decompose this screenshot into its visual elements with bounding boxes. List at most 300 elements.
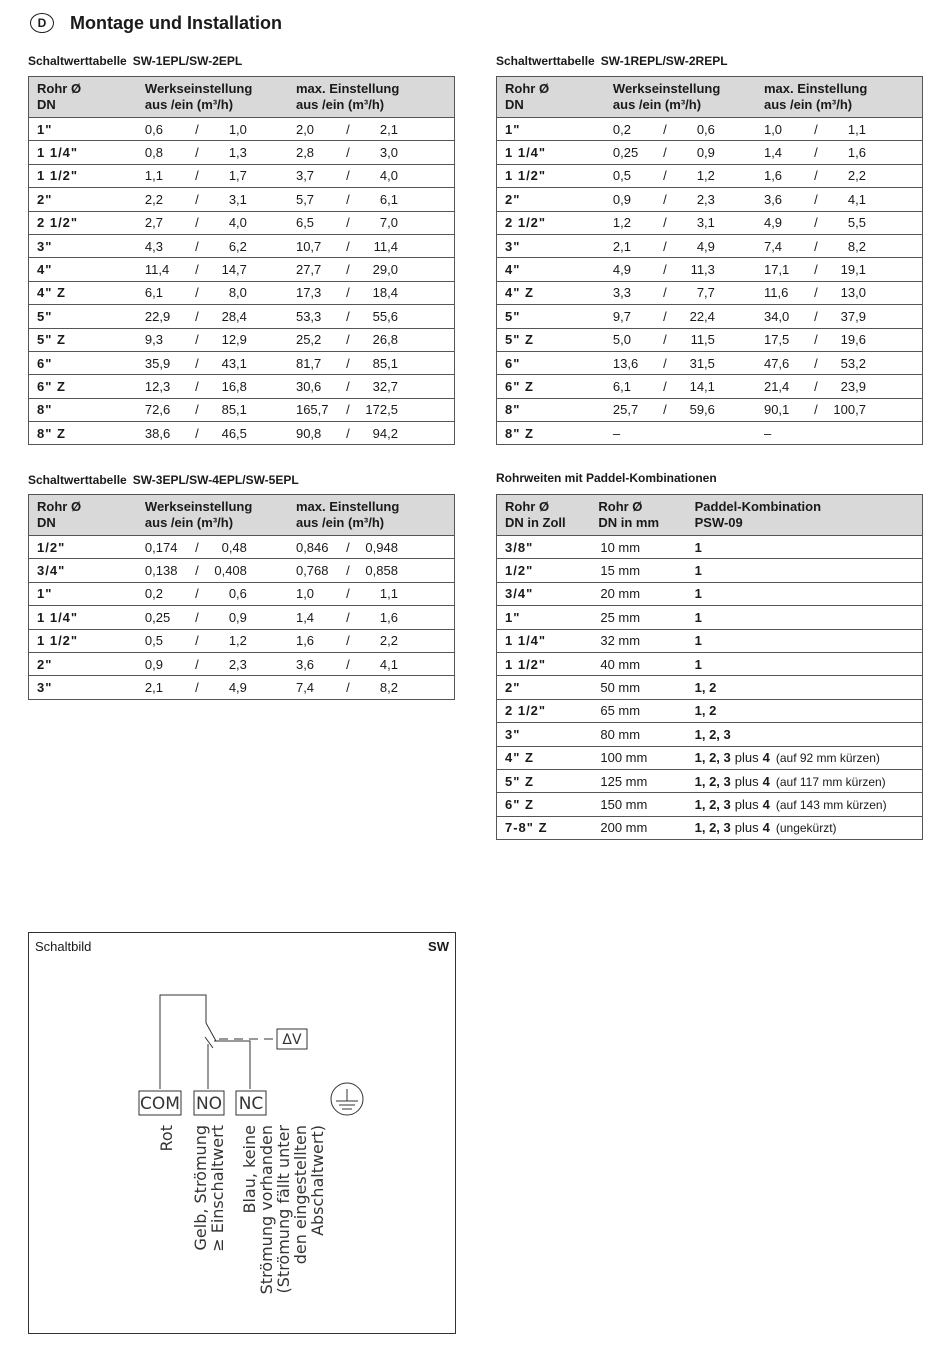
separator: / — [663, 191, 667, 207]
table-row — [497, 164, 923, 187]
value-pair — [296, 215, 446, 230]
value-pair-cell — [288, 676, 455, 699]
dn-mm-cell: 32 mm — [590, 629, 686, 652]
page-header — [30, 10, 282, 36]
value-on: 85,1 — [221, 402, 247, 418]
value-off: 34,0 — [763, 308, 790, 324]
header-line: aus /ein (m³/h) — [144, 97, 234, 112]
table-row — [497, 582, 923, 605]
dn-cell: 3" — [497, 234, 605, 257]
value-pair-cell — [137, 118, 288, 141]
value-pair — [764, 309, 914, 324]
header-line: DN in mm — [598, 515, 660, 530]
value-pair-cell — [137, 422, 288, 445]
value-off: 25,7 — [612, 402, 639, 418]
value-on: 11,5 — [690, 332, 715, 348]
dn-cell: 2" — [29, 652, 137, 675]
value-on: 1,7 — [228, 168, 247, 184]
paddle-extra: 4 — [762, 796, 770, 812]
value-off: 1,2 — [612, 215, 631, 231]
value-on: 1,1 — [847, 121, 866, 137]
paddle-base: 1, 2 — [694, 703, 717, 719]
value-off: 2,0 — [295, 121, 315, 137]
table-row — [29, 652, 455, 675]
value-pair-cell — [605, 211, 756, 234]
value-off: 35,9 — [144, 355, 171, 371]
value-on: 172,5 — [365, 402, 398, 418]
value-pair-cell — [288, 188, 455, 211]
header-line: Paddel-Kombination — [694, 499, 822, 514]
column-header — [756, 77, 923, 118]
value-pair — [296, 680, 446, 695]
value-pair — [613, 426, 748, 441]
paddle-extra: 4 — [762, 773, 770, 789]
paddle-cell — [687, 793, 923, 816]
separator: / — [814, 121, 818, 137]
value-pair — [296, 610, 446, 625]
column-header — [137, 495, 288, 536]
paddle-cell — [687, 606, 923, 629]
table-row — [497, 723, 923, 746]
paddle-extra: 4 — [762, 750, 770, 766]
value-off: 2,7 — [144, 215, 163, 231]
value-pair-cell — [605, 258, 756, 281]
header-line: PSW-09 — [694, 515, 743, 530]
value-on: 29,0 — [372, 262, 398, 278]
value-off: 30,6 — [295, 378, 322, 394]
table-row — [29, 211, 455, 234]
separator: / — [814, 168, 818, 184]
paddle-base: 1 — [694, 633, 702, 649]
dn-cell: 6" — [497, 351, 605, 374]
value-pair-cell — [756, 281, 923, 304]
header-line: DN — [37, 97, 56, 112]
value-pair-cell — [288, 164, 455, 187]
value-pair — [296, 145, 446, 160]
table-row — [29, 606, 455, 629]
value-pair — [296, 332, 446, 347]
value-pair — [296, 426, 446, 441]
table-sw-repl — [496, 76, 923, 445]
separator: / — [663, 168, 667, 184]
table2-subtitle: SW-1REPL/SW-2REPL — [600, 54, 728, 68]
value-pair-cell — [605, 118, 756, 141]
value-off: 0,2 — [612, 121, 631, 137]
value-on: 1,6 — [847, 145, 866, 161]
separator: / — [195, 238, 199, 254]
paddle-cell — [687, 582, 923, 605]
dn-inch-cell: 1 1/4" — [497, 629, 591, 652]
value-pair-cell — [605, 375, 756, 398]
dn-cell: 2 1/2" — [29, 211, 137, 234]
value-off: 0,174 — [144, 539, 178, 555]
table-row — [497, 676, 923, 699]
value-on: 4,0 — [228, 215, 247, 231]
value-on: 31,5 — [689, 355, 715, 371]
value-on: 5,5 — [847, 215, 866, 231]
dn-inch-cell: 3/8" — [497, 536, 591, 559]
table2-title-text: Schaltwerttabelle — [496, 54, 595, 68]
column-header — [288, 495, 455, 536]
dn-cell: 4" Z — [29, 281, 137, 304]
table-row — [497, 211, 923, 234]
separator: / — [346, 586, 350, 602]
value-pair-cell — [605, 234, 756, 257]
column-header — [497, 77, 605, 118]
value-on: 1,6 — [379, 609, 398, 625]
value-pair-cell — [137, 258, 288, 281]
value-pair — [764, 402, 914, 417]
value-off: 7,4 — [763, 238, 783, 254]
value-off: 6,5 — [295, 215, 315, 231]
table-row — [497, 141, 923, 164]
value-on: 100,7 — [833, 402, 866, 418]
wire-label-gelb-2: ≥ Einschaltwert — [208, 1125, 227, 1252]
value-off: 1,1 — [144, 168, 163, 184]
value-pair-cell — [756, 351, 923, 374]
paddle-base: 1 — [694, 656, 702, 672]
value-on: 4,1 — [847, 191, 866, 207]
value-pair-cell — [137, 536, 288, 559]
separator: / — [195, 145, 199, 161]
paddle-base: 1 — [694, 586, 702, 602]
separator: / — [195, 285, 199, 301]
value-off: 0,25 — [612, 145, 639, 161]
header-line: max. Einstellung — [295, 499, 400, 514]
value-pair — [296, 285, 446, 300]
separator: / — [195, 680, 199, 696]
dn-cell: 1 1/4" — [29, 141, 137, 164]
dn-mm-cell: 25 mm — [590, 606, 686, 629]
column-header — [687, 495, 923, 536]
dn-inch-cell: 3" — [497, 723, 591, 746]
separator: / — [346, 332, 350, 348]
nc-label: NC — [238, 1094, 264, 1114]
header-line: aus /ein (m³/h) — [612, 97, 702, 112]
header-line: aus /ein (m³/h) — [295, 515, 385, 530]
value-pair-cell — [605, 164, 756, 187]
separator: / — [814, 308, 818, 324]
value-off: 6,1 — [612, 378, 631, 394]
dn-cell: 5" — [497, 305, 605, 328]
value-on: 0,408 — [214, 563, 247, 579]
value-pair — [764, 168, 914, 183]
value-pair-cell — [756, 422, 923, 445]
com-label: COM — [140, 1094, 180, 1114]
header-line: DN — [505, 97, 524, 112]
dn-mm-cell: 10 mm — [590, 536, 686, 559]
value-pair-cell — [288, 351, 455, 374]
value-pair-cell — [288, 118, 455, 141]
value-on: 8,2 — [847, 238, 866, 254]
table3-subtitle: SW-3EPL/SW-4EPL/SW-5EPL — [132, 473, 299, 487]
value-on: 1,2 — [228, 633, 247, 649]
table-row — [497, 769, 923, 792]
dn-mm-cell: 65 mm — [590, 699, 686, 722]
value-off: – — [763, 425, 772, 441]
dn-cell: 8" Z — [29, 422, 137, 445]
paddle-plus: plus — [734, 750, 759, 766]
separator: / — [195, 563, 199, 579]
dn-cell: 3" — [29, 234, 137, 257]
table-row — [497, 234, 923, 257]
column-header — [288, 77, 455, 118]
value-pair — [613, 379, 748, 394]
value-pair-cell — [137, 164, 288, 187]
separator: / — [814, 262, 818, 278]
paddle-extra: 4 — [762, 820, 770, 836]
value-pair-cell — [288, 258, 455, 281]
paddle-base: 1 — [694, 609, 702, 625]
dn-inch-cell: 3/4" — [497, 582, 591, 605]
value-pair — [764, 379, 914, 394]
value-pair-cell — [605, 351, 756, 374]
table-sw-3-5epl — [28, 494, 455, 700]
value-pair — [296, 633, 446, 648]
value-on: 55,6 — [372, 308, 398, 324]
value-off: 0,138 — [144, 563, 178, 579]
separator: / — [346, 539, 350, 555]
value-on: 7,7 — [696, 285, 715, 301]
value-off: 81,7 — [295, 355, 322, 371]
value-pair — [145, 586, 280, 601]
header-row — [497, 495, 923, 536]
value-pair — [764, 262, 914, 277]
value-off: 0,9 — [144, 656, 163, 672]
diagram-title: Schaltbild — [35, 939, 92, 954]
header-line: Werkseinstellung — [144, 499, 253, 514]
table-paddle-combinations — [496, 494, 923, 840]
value-pair — [296, 402, 446, 417]
value-off: 4,9 — [763, 215, 783, 231]
paddle-plus: plus — [734, 820, 759, 836]
value-off: 0,5 — [612, 168, 631, 184]
value-on: 2,2 — [847, 168, 866, 184]
value-off: 5,0 — [612, 332, 631, 348]
dn-mm-cell: 125 mm — [590, 769, 686, 792]
value-pair — [613, 332, 748, 347]
table4-title — [496, 471, 717, 485]
table1-subtitle: SW-1EPL/SW-2EPL — [132, 54, 243, 68]
value-on: 0,948 — [365, 539, 398, 555]
separator: / — [663, 215, 667, 231]
value-pair-cell — [288, 422, 455, 445]
value-off: 13,6 — [612, 355, 639, 371]
value-off: 2,8 — [295, 145, 315, 161]
separator: / — [346, 121, 350, 137]
value-off: 1,0 — [295, 586, 315, 602]
value-pair — [296, 379, 446, 394]
value-pair — [296, 239, 446, 254]
value-pair-cell — [137, 398, 288, 421]
value-pair — [613, 356, 748, 371]
value-pair-cell — [137, 652, 288, 675]
table-row — [29, 305, 455, 328]
value-off: 12,3 — [144, 378, 171, 394]
table-sw-epl — [28, 76, 455, 445]
value-on: 0,858 — [365, 563, 398, 579]
value-pair — [296, 657, 446, 672]
wire-label-blau-1: Blau, keine — [240, 1125, 259, 1214]
header-line: Werkseinstellung — [144, 81, 253, 96]
paddle-cell — [687, 559, 923, 582]
value-pair — [145, 657, 280, 672]
value-on: 8,0 — [228, 285, 247, 301]
header-line: DN — [37, 515, 56, 530]
value-on: 26,8 — [372, 332, 398, 348]
value-on: 1,1 — [379, 586, 398, 602]
value-pair-cell — [137, 582, 288, 605]
separator: / — [814, 378, 818, 394]
separator: / — [663, 378, 667, 394]
dn-cell: 1/2" — [29, 536, 137, 559]
value-on: 2,3 — [228, 656, 247, 672]
value-off: 0,8 — [144, 145, 163, 161]
value-on: 16,8 — [221, 378, 247, 394]
value-pair — [764, 356, 914, 371]
value-off: 53,3 — [295, 308, 322, 324]
dn-cell: 4" — [29, 258, 137, 281]
diagram-tag: SW — [428, 939, 449, 954]
separator: / — [195, 633, 199, 649]
value-pair — [145, 379, 280, 394]
value-on: 19,6 — [840, 332, 866, 348]
paddle-cell — [687, 723, 923, 746]
separator: / — [195, 191, 199, 207]
table-row — [497, 258, 923, 281]
table-row — [29, 164, 455, 187]
value-pair — [296, 262, 446, 277]
value-on: 0,9 — [228, 609, 247, 625]
dn-cell: 6" Z — [29, 375, 137, 398]
value-on: 32,7 — [372, 378, 398, 394]
paddle-note: (auf 117 mm kürzen) — [775, 774, 886, 789]
value-on: 85,1 — [372, 355, 398, 371]
table-row — [29, 281, 455, 304]
header-line: aus /ein (m³/h) — [295, 97, 385, 112]
value-on: 3,0 — [379, 145, 398, 161]
value-on: 6,2 — [228, 238, 247, 254]
wire-label-blau-3: (Strömung fällt unter — [274, 1125, 293, 1294]
paddle-base: 1, 2, 3 — [694, 773, 731, 789]
value-pair-cell — [756, 328, 923, 351]
value-pair — [296, 309, 446, 324]
separator: / — [346, 355, 350, 371]
wire-label-blau-5: Abschaltwert) — [308, 1125, 327, 1236]
header-line: Werkseinstellung — [612, 81, 721, 96]
paddle-plus: plus — [734, 773, 759, 789]
value-on: 2,1 — [379, 121, 398, 137]
table-row — [497, 281, 923, 304]
value-pair-cell — [288, 305, 455, 328]
separator: / — [814, 332, 818, 348]
value-off: 0,768 — [295, 563, 329, 579]
value-on: 59,6 — [689, 402, 715, 418]
table-row — [497, 816, 923, 839]
value-pair — [145, 168, 280, 183]
value-pair-cell — [756, 211, 923, 234]
dn-mm-cell: 80 mm — [590, 723, 686, 746]
table-row — [29, 118, 455, 141]
dn-cell: 1" — [497, 118, 605, 141]
table-row — [497, 305, 923, 328]
dn-mm-cell: 200 mm — [590, 816, 686, 839]
value-pair — [145, 285, 280, 300]
value-off: 72,6 — [144, 402, 171, 418]
separator: / — [346, 633, 350, 649]
value-off: 2,1 — [612, 238, 631, 254]
value-off: 9,3 — [144, 332, 163, 348]
value-on: 37,9 — [840, 308, 866, 324]
paddle-cell — [687, 676, 923, 699]
separator: / — [346, 402, 350, 418]
table-row — [497, 188, 923, 211]
value-pair — [764, 122, 914, 137]
value-off: 10,7 — [295, 238, 322, 254]
paddle-note: (auf 92 mm kürzen) — [775, 751, 880, 766]
header-line: Rohr Ø — [598, 499, 643, 514]
wire-label-blau-4: den eingestellten — [291, 1125, 310, 1265]
table-row — [497, 699, 923, 722]
value-pair-cell — [288, 281, 455, 304]
value-pair-cell — [756, 398, 923, 421]
value-on: 46,5 — [221, 425, 247, 441]
value-pair-cell — [288, 559, 455, 582]
value-pair-cell — [288, 652, 455, 675]
separator: / — [814, 145, 818, 161]
table-row — [29, 398, 455, 421]
value-on: 13,0 — [840, 285, 866, 301]
column-header — [590, 495, 686, 536]
table-row — [497, 536, 923, 559]
value-pair — [145, 122, 280, 137]
value-pair — [296, 540, 446, 555]
value-pair — [613, 309, 748, 324]
value-off: 7,4 — [295, 680, 315, 696]
separator: / — [195, 168, 199, 184]
dn-mm-cell: 15 mm — [590, 559, 686, 582]
separator: / — [346, 215, 350, 231]
table3-title-text: Schaltwerttabelle — [28, 473, 127, 487]
dn-inch-cell: 4" Z — [497, 746, 591, 769]
language-badge: D — [30, 13, 54, 33]
value-pair-cell — [288, 582, 455, 605]
value-on: 3,1 — [228, 191, 247, 207]
value-pair — [145, 633, 280, 648]
table-row — [29, 582, 455, 605]
separator: / — [195, 586, 199, 602]
value-pair — [296, 586, 446, 601]
paddle-cell — [687, 699, 923, 722]
value-on: 14,7 — [221, 262, 247, 278]
value-off: 27,7 — [295, 262, 322, 278]
wire-label-blau-2: Strömung vorhanden — [257, 1125, 276, 1295]
value-pair-cell — [288, 211, 455, 234]
value-on: 19,1 — [840, 262, 866, 278]
wiring-svg — [29, 933, 455, 1333]
separator: / — [814, 402, 818, 418]
value-off: 4,9 — [612, 262, 631, 278]
dn-cell: 8" Z — [497, 422, 605, 445]
value-pair-cell — [605, 281, 756, 304]
dn-mm-cell: 40 mm — [590, 652, 686, 675]
value-pair — [145, 610, 280, 625]
table-row — [497, 328, 923, 351]
separator: / — [663, 285, 667, 301]
value-pair — [764, 285, 914, 300]
paddle-base: 1, 2 — [694, 680, 717, 696]
value-pair-cell — [288, 536, 455, 559]
